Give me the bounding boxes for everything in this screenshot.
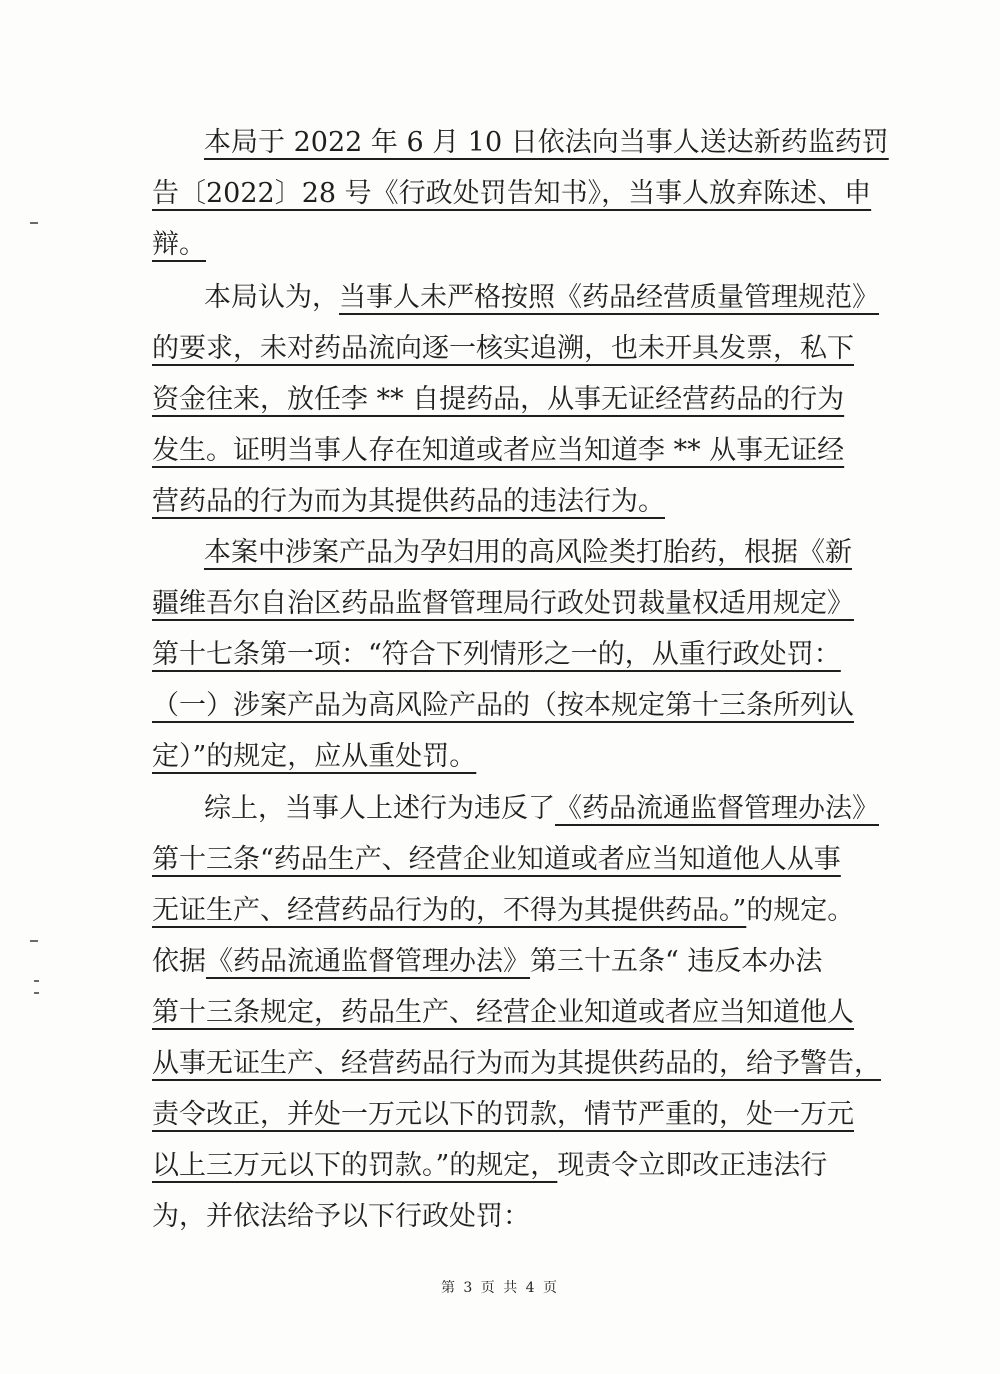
body-line: 无证生产、经营药品行为的，不得为其提供药品。”的规定。 [152,895,855,926]
body-line: 营药品的行为而为其提供药品的违法行为。 [152,486,665,517]
body-line: 依据《药品流通监督管理办法》第三十五条“ 违反本办法 [152,946,823,977]
body-line: 第十七条第一项：“符合下列情形之一的，从重行政处罚： [152,639,841,670]
body-line: 责令改正，并处一万元以下的罚款，情节严重的，处一万元 [152,1099,854,1130]
scan-mark [30,940,38,942]
body-line: 本局认为，当事人未严格按照《药品经营质量管理规范》 [204,282,879,313]
body-line: 本案中涉案产品为孕妇用的高风险类打胎药，根据《新 [204,537,852,568]
body-line: （一）涉案产品为高风险产品的（按本规定第十三条所列认 [152,690,854,721]
body-line: 第十三条规定，药品生产、经营企业知道或者应当知道他人 [152,997,854,1028]
body-line: 本局于 2022 年 6 月 10 日依法向当事人送达新药监药罚 [204,127,889,158]
body-line: 辩。 [152,229,206,260]
body-line: 的要求，未对药品流向逐一核实追溯，也未开具发票，私下 [152,333,854,364]
page-footer: 第 3 页 共 4 页 [440,1280,560,1296]
body-line: 发生。证明当事人存在知道或者应当知道李 ** 从事无证经 [152,435,845,466]
scan-mark [30,222,38,224]
body-line: 综上，当事人上述行为违反了《药品流通监督管理办法》 [204,793,879,824]
body-line: 疆维吾尔自治区药品监督管理局行政处罚裁量权适用规定》 [152,588,854,619]
body-line: 告〔2022〕28 号《行政处罚告知书》，当事人放弃陈述、申 [152,178,872,209]
scan-mark [34,992,39,994]
body-line: 从事无证生产、经营药品行为而为其提供药品的，给予警告， [152,1048,881,1079]
body-line: 以上三万元以下的罚款。”的规定，现责令立即改正违法行 [152,1150,828,1181]
body-line: 定）”的规定，应从重处罚。 [152,741,477,772]
body-line: 第十三条“药品生产、经营企业知道或者应当知道他人从事 [152,844,841,875]
body-line: 为，并依法给予以下行政处罚： [152,1201,530,1232]
scan-mark [34,980,39,982]
body-line: 资金往来，放任李 ** 自提药品，从事无证经营药品的行为 [152,384,845,415]
